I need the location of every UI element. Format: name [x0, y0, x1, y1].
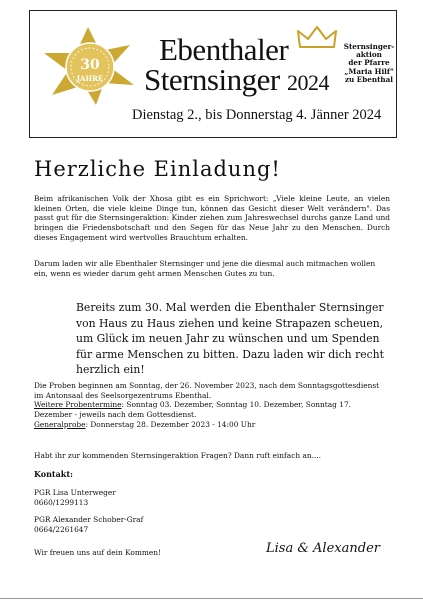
- title-sternsinger: [144, 62, 329, 98]
- contact-name: PGR Alexander Schober-Graf: [34, 515, 144, 524]
- general-rehearsal-text: : Donnerstag 28. Dezember 2023 - 14:00 Uhr: [85, 419, 256, 429]
- closing-line: Wir freuen uns auf dein Kommen!: [34, 548, 161, 557]
- title-year: 2024: [286, 70, 329, 95]
- parish-line: der Pfarre: [348, 58, 390, 68]
- contact-name: PGR Lisa Unterweger: [34, 488, 116, 497]
- parish-line: Sternsinger-: [343, 42, 395, 51]
- event-dates: Dienstag 2., bis Donnerstag 4. Jänner 2024: [132, 107, 382, 123]
- bottom-divider: [0, 598, 423, 599]
- question-line: Habt ihr zur kommenden Sternsingeraktion Fragen? Dann ruft einfach an....: [34, 451, 322, 460]
- parish-line: zu Ebenthal: [344, 74, 394, 84]
- rehearsal-intro: Die Proben beginnen am Sonntag, der 26. November 2023, nach dem Sonntagsgottesdienst im Antonsaal des Seelsorgezentrums Ebenthal.: [34, 381, 380, 400]
- more-rehearsals-text: : Sonntag 03. Dezember, Sonntag 10. Dezember, Sonntag 17. Dezember - jeweils nach dem Gottesdienst.: [34, 400, 352, 420]
- page-heading: Herzliche Einladung!: [34, 157, 281, 181]
- rehearsal-info: [34, 381, 390, 430]
- emblem-label: JAHRE: [76, 74, 104, 83]
- more-rehearsals-label: Weitere Probentermine: [34, 400, 122, 410]
- contact-phone: 0664/2261647: [34, 524, 89, 534]
- contact-person-1: [34, 488, 116, 507]
- title-sternsinger-text: Sternsinger: [144, 62, 280, 97]
- highlight-quote: Bereits zum 30. Mal werden die Ebenthaler Sternsinger von Haus zu Haus ziehen und keine Strapazen scheuen, um Glück im neuen Jahr zu wünschen und um Spenden für arme Menschen zu bitten. Dazu laden wir dich recht herzlich ein!: [76, 301, 384, 376]
- parish-line: aktion: [356, 50, 382, 60]
- header-box: [29, 10, 397, 138]
- general-rehearsal-label: Generalprobe: [34, 419, 86, 429]
- emblem-number: 30: [80, 57, 100, 73]
- intro-paragraph: Beim afrikanischen Volk der Xhosa gibt es ein Sprichwort: „Viele kleine Leute, an vielen kleinen Orten, die viele kleine Dinge tun, können das Gesicht dieser Welt verändern". Das passt gut für die Sternsingeraktion: Kinder ziehen zum Jahreswechsel durchs ganze Land und bringen die Friedensbotschaft und den Segen für das Neue Jahr zu den Menschen. Durch dieses Engagement wird wertvolles Brauchtum erhalten.: [34, 194, 390, 242]
- handwritten-signature: Lisa & Alexander: [266, 541, 380, 556]
- contact-person-2: [34, 515, 143, 534]
- parish-info: [341, 43, 397, 84]
- contact-phone: 0660/1299113: [34, 497, 89, 507]
- anniversary-star-emblem: [38, 23, 148, 107]
- title-ebenthaler: Ebenthaler: [159, 32, 289, 67]
- parish-line: „Maria Hilf": [344, 66, 394, 76]
- contact-heading: Kontakt:: [34, 469, 73, 479]
- crown-icon: [296, 25, 338, 51]
- invitation-paragraph: Darum laden wir alle Ebenthaler Sternsinger und jene die diesmal auch mitmachen wollen ein, wenn es wieder darum geht armen Menschen Gutes zu tun.: [34, 259, 376, 278]
